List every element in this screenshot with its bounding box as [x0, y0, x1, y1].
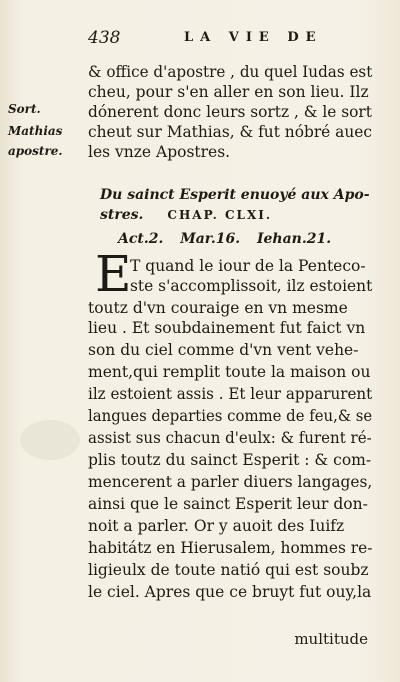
margin-note-sort: Sort.: [8, 102, 41, 116]
text-line: mencerent a parler diuers langages,: [88, 473, 373, 491]
chapter-number: CHAP. CLXI.: [167, 208, 273, 222]
text-line: plis toutz du sainct Esperit : & com-: [88, 451, 372, 469]
text-line: toutz d'vn couraige en vn mesme: [88, 299, 348, 317]
text-line: & office d'apostre , du quel Iudas est: [88, 63, 373, 81]
text-line: ligieulx de toute natió qui est soubz: [88, 561, 369, 579]
text-line: son du ciel comme d'vn vent vehe-: [88, 341, 359, 359]
text-line: les vnze Apostres.: [88, 143, 231, 161]
text-line: le ciel. Apres que ce bruyt fut ouy,la: [88, 583, 372, 601]
page-header: [88, 28, 358, 52]
drop-capital: E: [95, 245, 132, 303]
text-line: noit a parler. Or y auoit des Iuifz: [88, 517, 345, 535]
text-line: ment,qui remplit toute la maison ou: [88, 363, 371, 381]
chapter-title-line-1: Du sainct Esperit enuoyé aux Apo-: [100, 187, 370, 203]
text-line: dónerent donc leurs sortz , & le sort: [88, 103, 372, 121]
text-line: T quand le iour de la Penteco-: [130, 257, 366, 275]
text-line: lieu . Et soubdainement fut faict vn: [88, 319, 366, 337]
running-title: LA VIE DE: [184, 30, 323, 45]
text-line: ainsi que le sainct Esperit leur don-: [88, 495, 368, 513]
scripture-references: Act.2. Mar.16. Iehan.21.: [118, 231, 332, 247]
text-line: cheu, pour s'en aller en son lieu. Ilz: [88, 83, 369, 101]
text-line: assist sus chacun d'eulx: & furent ré-: [88, 429, 372, 447]
page-number: 438: [88, 28, 121, 48]
text-line: ilz estoient assis . Et leur apparurent: [88, 385, 373, 403]
chapter-heading: [100, 185, 370, 225]
chapter-title-line-2: stres.: [100, 207, 144, 223]
margin-note-apostre: apostre.: [8, 144, 63, 158]
text-line: cheut sur Mathias, & fut nóbré auec: [88, 123, 373, 141]
text-line: ste s'accomplissoit, ilz estoient: [130, 277, 373, 295]
text-line: habitátz en Hierusalem, hommes re-: [88, 539, 373, 557]
catchword: multitude: [294, 630, 368, 648]
text-line: langues departies comme de feu,& se: [88, 407, 373, 425]
paper-stain: [20, 420, 80, 460]
margin-note-mathias: Mathias: [8, 124, 63, 138]
